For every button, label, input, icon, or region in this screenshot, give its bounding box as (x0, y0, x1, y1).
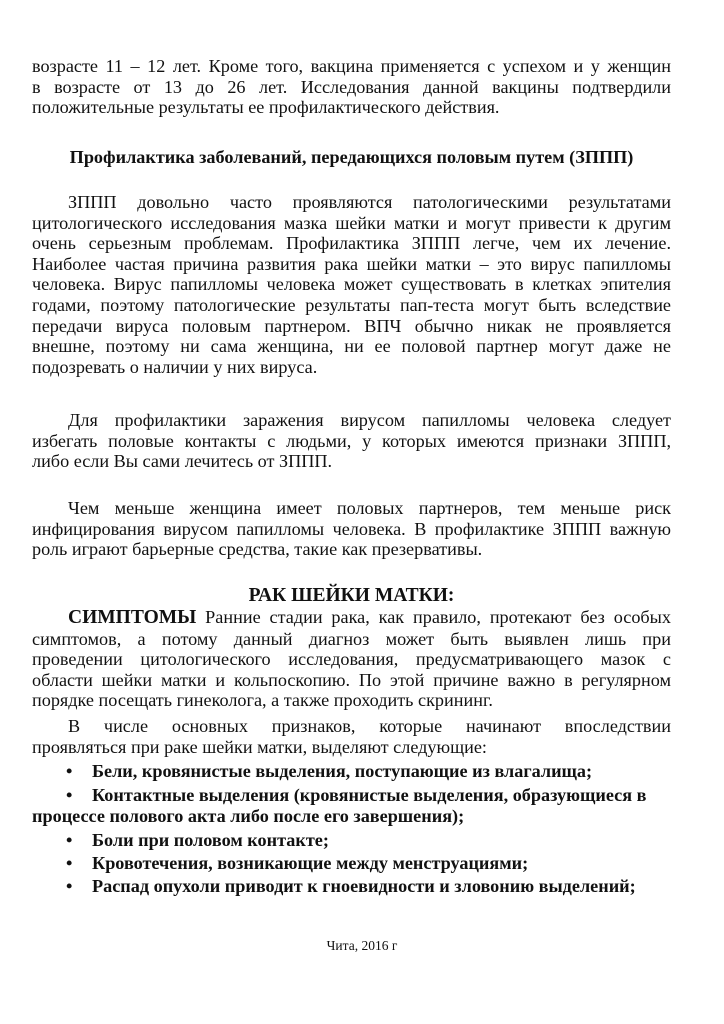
symptoms-paragraph (32, 607, 671, 711)
text-line: проявляться при раке шейки матки, выделяют следующие: (32, 736, 487, 757)
signs-intro-paragraph (32, 716, 671, 757)
bullet-icon: • (66, 761, 73, 781)
list-item-text: Кровотечения, возникающие между менструациями; (92, 853, 529, 873)
sti-paragraph-1 (32, 192, 671, 377)
text-line: проведении цитологического исследования, предусматривающего мазок с (32, 649, 671, 670)
list-item (32, 830, 671, 851)
text-line: инфицирования вирусом папилломы человека. В профилактике ЗППП важную (32, 518, 671, 539)
text-line: порядке посещать гинеколога, а также проходить скрининг. (32, 690, 493, 711)
text-line: цитологического исследования мазка шейки матки и могут привести к другим (32, 212, 671, 233)
text-line: роль играют барьерные средства, такие как презервативы. (32, 539, 483, 560)
text-line: передачи вируса половым партнером. ВПЧ обычно никак не проявляется (32, 315, 671, 336)
text-line: избегать половые контакты с людьми, у которых имеются признаки ЗППП, (32, 430, 671, 451)
text-line: подозревать о наличии у них вируса. (32, 356, 318, 377)
text-line: области шейки матки и кольпоскопию. По этой причине важно в регулярном (32, 669, 671, 690)
list-item-text: Распад опухоли приводит к гноевидности и зловонию выделений; (92, 876, 636, 896)
text-line: годами, поэтому патологические результаты пап-теста могут быть вследствие (32, 294, 671, 315)
list-item (32, 761, 671, 782)
bullet-icon: • (66, 830, 73, 850)
text-line: положительные результаты ее профилактического действия. (32, 97, 500, 118)
list-item-text: Боли при половом контакте; (92, 830, 329, 850)
sti-paragraph-2 (32, 410, 671, 472)
list-item-text: Бели, кровянистые выделения, поступающие из влагалища; (92, 761, 593, 781)
text-line: внешне, поэтому ни сама женщина, ни ее половой партнер могут даже не (32, 336, 671, 357)
intro-paragraph (32, 56, 671, 118)
list-item (32, 785, 671, 827)
text-line: очень серьезным проблемам. Профилактика ЗППП легче, чем их лечение. (32, 233, 671, 254)
text-line (32, 607, 671, 629)
list-item (32, 853, 671, 874)
text-line: симптомов, а потому данный диагноз может быть выявлен лишь при (32, 628, 671, 649)
text-line: либо если Вы сами лечитесь от ЗППП. (32, 451, 333, 472)
text-line: возрасте 11 – 12 лет. Кроме того, вакцина применяется с успехом и у женщин (32, 56, 671, 76)
text-line: Чем меньше женщина имеет половых партнеров, тем меньше риск (68, 498, 671, 518)
list-item (32, 876, 671, 897)
list-item-text: процессе полового акта либо после его завершения); (32, 805, 465, 826)
symptoms-label: СИМПТОМЫ (68, 607, 197, 628)
text-line: ЗППП довольно часто проявляются патологическими результатами (68, 192, 671, 212)
bullet-icon: • (66, 876, 73, 896)
page-footer: Чита, 2016 г (326, 938, 398, 953)
sti-heading: Профилактика заболеваний, передающихся половым путем (ЗППП) (69, 147, 634, 167)
sti-paragraph-3 (32, 498, 671, 560)
text-line: Для профилактики заражения вирусом папилломы человека следует (68, 410, 671, 430)
bullet-icon: • (66, 853, 73, 873)
text-line: в возрасте от 13 до 26 лет. Исследования данной вакцины подтвердили (32, 76, 671, 97)
cancer-heading: РАК ШЕЙКИ МАТКИ: (248, 585, 455, 606)
text-line: Наиболее частая причина развития рака шейки матки – это вирус папилломы (32, 253, 671, 274)
text-line: В числе основных признаков, которые начинают впоследствии (68, 716, 671, 736)
bullet-icon: • (66, 785, 73, 805)
text-line: человека. Вирус папилломы человека может существовать в клетках эпителия (32, 274, 671, 295)
list-item-text: Контактные выделения (кровянистые выделения, образующиеся в (92, 785, 647, 805)
symptoms-first-line: Ранние стадии рака, как правило, протекают без особых (196, 607, 671, 627)
